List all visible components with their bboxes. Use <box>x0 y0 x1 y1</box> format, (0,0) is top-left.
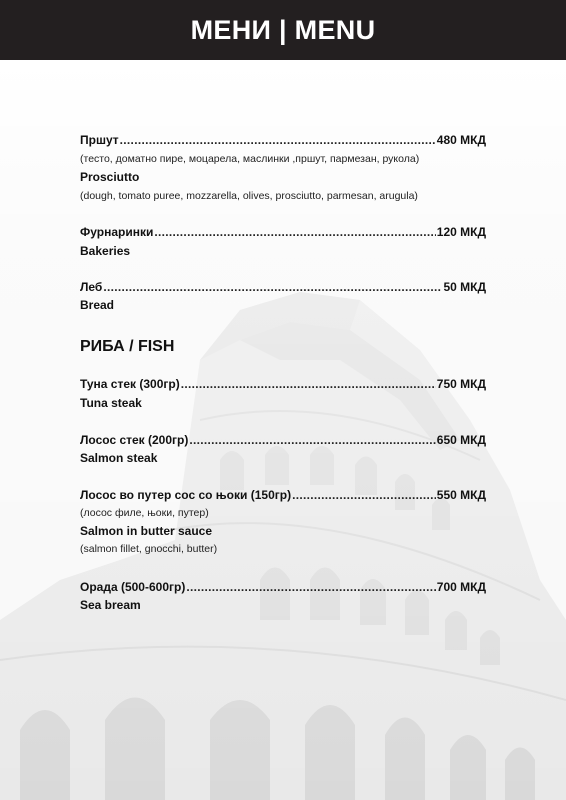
item-price: 650 МКД <box>436 433 486 447</box>
item-name-en: Prosciutto <box>80 170 140 184</box>
item-price: 550 МКД <box>436 488 486 502</box>
menu-item-bread <box>80 280 486 294</box>
item-name-mk: Лосос стек (200гр) <box>80 433 189 447</box>
menu-header-bar <box>0 0 566 60</box>
dot-leader <box>186 580 435 594</box>
menu-item-tuna-steak <box>80 377 486 391</box>
dot-leader <box>292 488 436 502</box>
item-name-mk: Лосос во путер сос со њоки (150гр) <box>80 488 292 502</box>
item-name-mk: Туна стек (300гр) <box>80 377 180 391</box>
item-name-en: Salmon steak <box>80 451 158 465</box>
item-name-en: Tuna steak <box>80 396 142 410</box>
dot-leader <box>103 280 442 294</box>
menu-item-bakeries <box>80 225 486 239</box>
dot-leader <box>120 133 436 147</box>
item-description-mk: (тесто, доматно пире, моцарела, маслинки ,пршут, пармезан, рукола) <box>80 153 420 165</box>
menu-title: МЕНИ | MENU <box>190 14 376 45</box>
dot-leader <box>181 377 436 391</box>
item-name-en: Sea bream <box>80 598 141 612</box>
item-price: 120 МКД <box>436 225 486 239</box>
item-price: 50 МКД <box>443 280 486 294</box>
item-description-en: (salmon fillet, gnocchi, butter) <box>80 543 218 555</box>
dot-leader <box>189 433 435 447</box>
menu-item-prosciutto <box>80 133 486 147</box>
item-name-mk: Орада (500-600гр) <box>80 580 186 594</box>
menu-item-sea-bream <box>80 580 486 594</box>
item-name-mk: Пршут <box>80 133 119 147</box>
item-description-mk: (лосос филе, њоки, путер) <box>80 507 209 519</box>
item-name-en: Bakeries <box>80 244 131 258</box>
item-name-mk: Леб <box>80 280 103 294</box>
menu-item-salmon-steak <box>80 433 486 447</box>
section-title-fish: РИБА / FISH <box>80 338 175 355</box>
item-name-en: Salmon in butter sauce <box>80 524 213 538</box>
item-name-mk: Фурнаринки <box>80 225 154 239</box>
menu-item-salmon-butter-sauce <box>80 488 486 502</box>
dot-leader <box>154 225 435 239</box>
item-price: 700 МКД <box>436 580 486 594</box>
item-name-en: Bread <box>80 298 115 312</box>
item-description-en: (dough, tomato puree, mozzarella, olives, prosciutto, parmesan, arugula) <box>80 190 418 202</box>
item-price: 480 МКД <box>436 133 486 147</box>
item-price: 750 МКД <box>436 377 486 391</box>
